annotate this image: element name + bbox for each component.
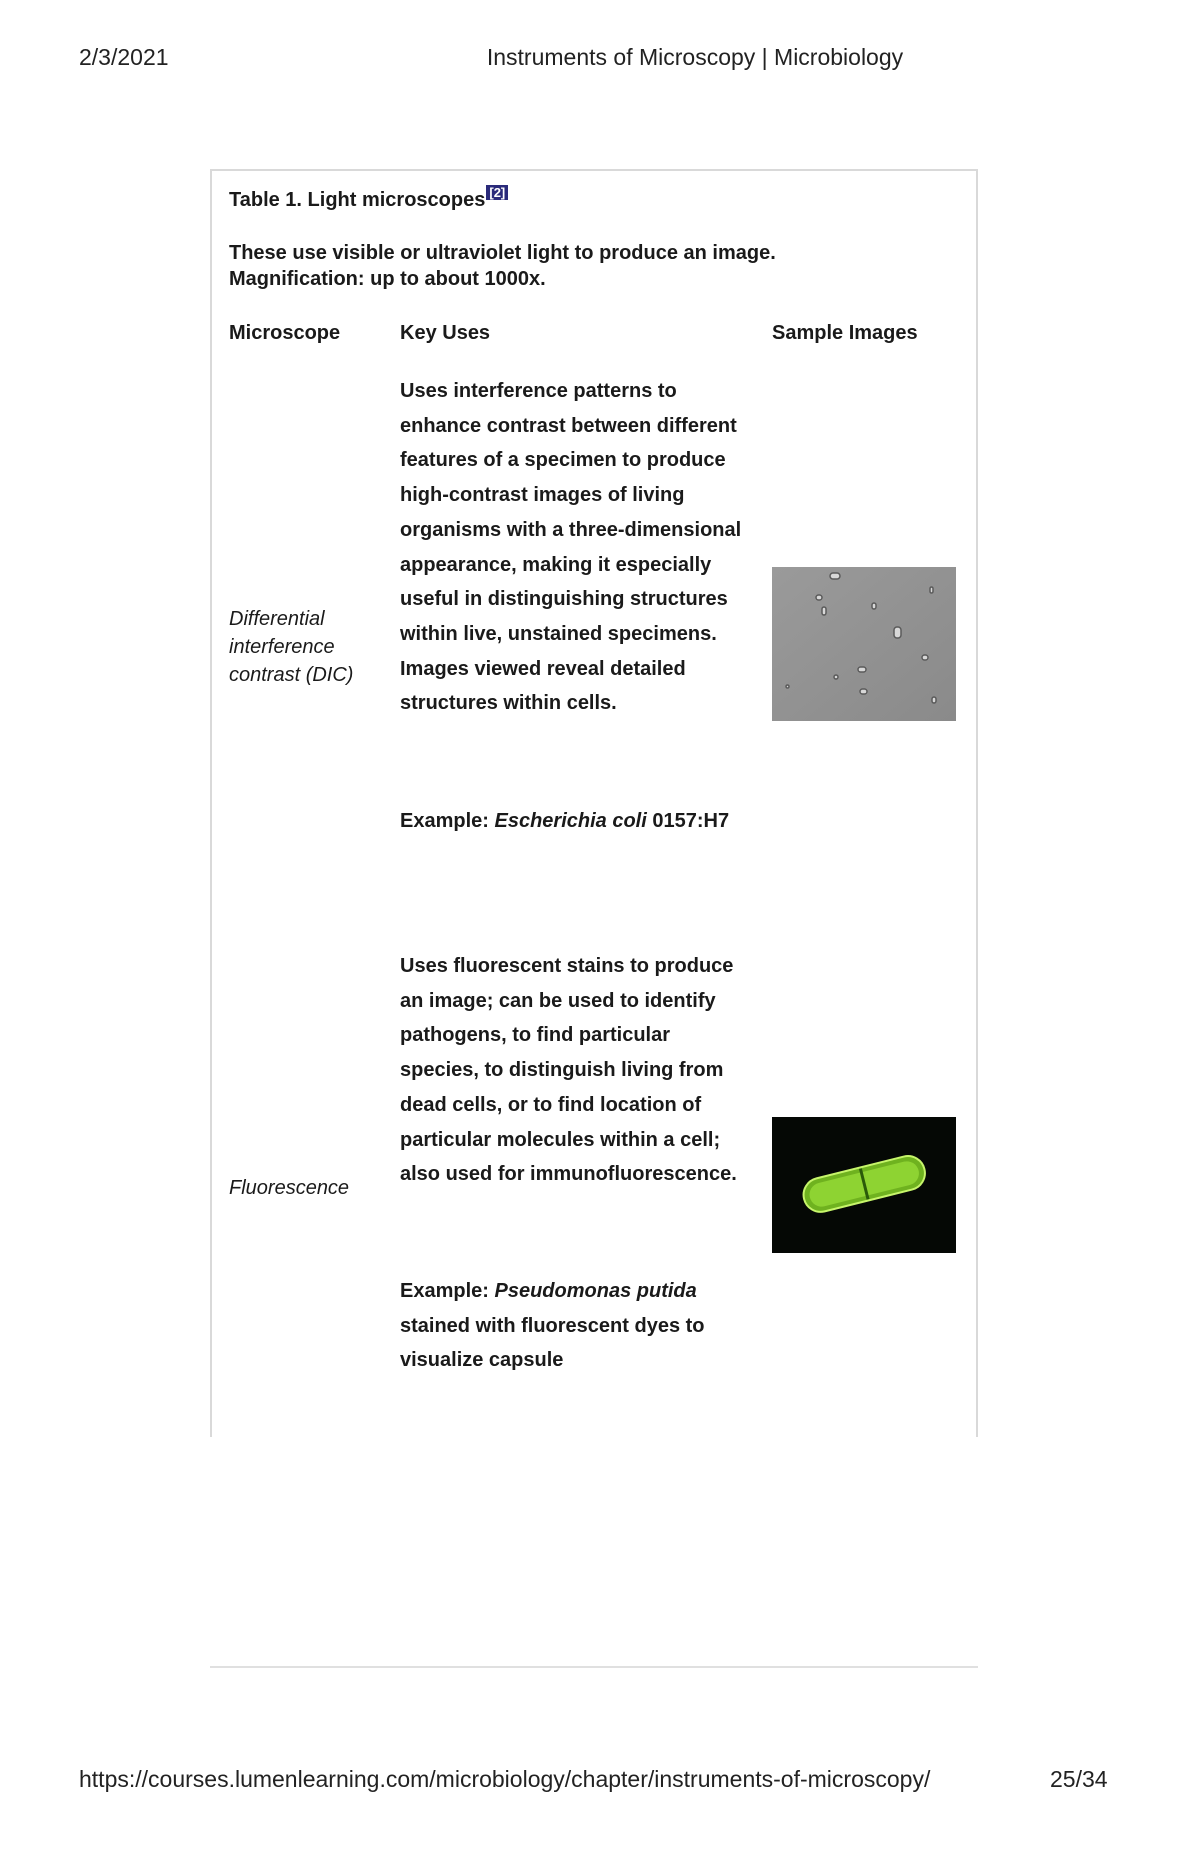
table-intro: These use visible or ultraviolet light to produce an image. Magnification: up to about 1000x. — [229, 242, 776, 290]
example-dic — [400, 804, 740, 839]
footnote-ref-link[interactable]: [2] — [486, 185, 508, 200]
table-caption — [229, 185, 508, 212]
example-species: Escherichia coli — [494, 810, 647, 832]
key-uses-fluorescence: Uses fluorescent stains to produce an image; can be used to identify pathogens, to find particular species, to distinguish living from dead cells, or to find location of particular molecules within a cell; also used for immunofluorescence. — [400, 955, 737, 1186]
page-number: 25/34 — [1050, 1766, 1108, 1792]
example-label: Example: — [400, 810, 489, 832]
column-header-microscope: Microscope — [229, 322, 341, 344]
key-uses-dic: Uses interference patterns to enhance contrast between different features of a specimen to produce high-contrast images of living organisms with a three-dimensional appearance, making it especially useful in distinguishing structures within live, unstained specimens. Images viewed reveal detailed structures within cells. — [400, 380, 742, 715]
microscope-name-dic: Differential interference contrast (DIC) — [229, 608, 354, 686]
example-detail: stained with fluorescent dyes to visualize capsule — [400, 1314, 705, 1372]
footer-url: https://courses.lumenlearning.com/microbiology/chapter/instruments-of-microscopy/ — [79, 1766, 931, 1792]
page-title: Instruments of Microscopy | Microbiology — [486, 44, 904, 70]
microscope-name-fluorescence: Fluorescence — [229, 1177, 350, 1199]
sample-image-fluorescence — [772, 1117, 956, 1253]
print-date: 2/3/2021 — [79, 44, 169, 70]
table-caption-text: Table 1. Light microscopes — [229, 189, 486, 211]
example-label: Example: — [400, 1280, 489, 1302]
column-header-sample-images: Sample Images — [772, 322, 918, 344]
divider — [210, 1666, 978, 1668]
example-fluorescence — [400, 1274, 740, 1378]
column-header-key-uses: Key Uses — [400, 322, 491, 344]
example-strain: 0157:H7 — [652, 810, 730, 832]
example-species: Pseudomonas putida — [494, 1280, 697, 1302]
sample-image-dic — [772, 567, 956, 721]
